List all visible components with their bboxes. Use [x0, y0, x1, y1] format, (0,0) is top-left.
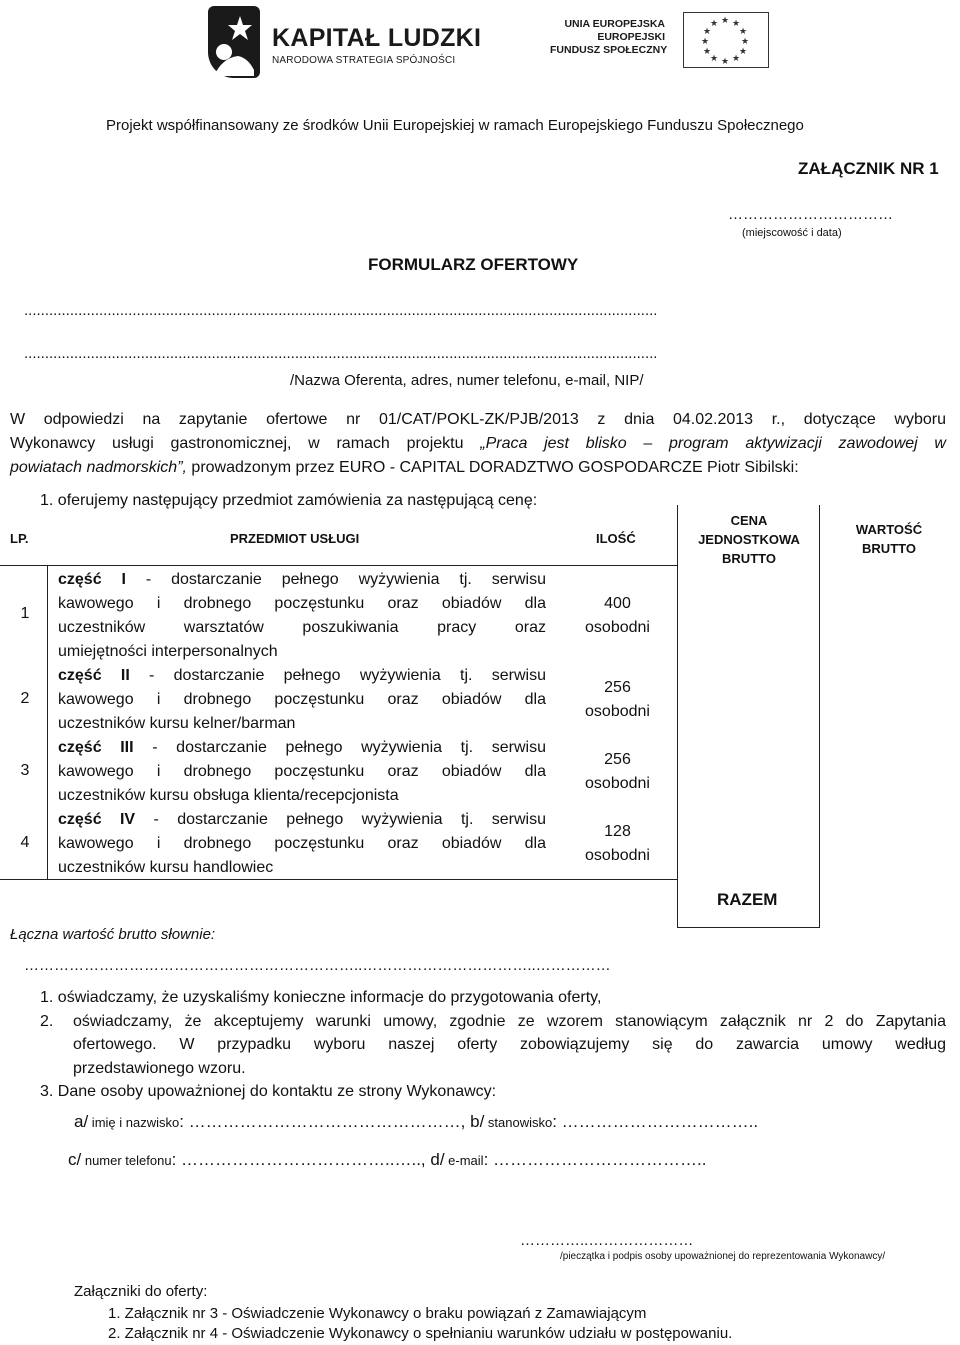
row-4-qty-unit: osobodni: [585, 847, 650, 864]
total-in-words-dots: …………………………………………………………..……………………………..……………: [24, 957, 611, 974]
row-1-line-1: [58, 568, 546, 592]
header-unit-price-1: CENA: [730, 513, 768, 528]
contact-a-label: imię i nazwisko: [88, 1115, 180, 1130]
row-4-description: [58, 808, 546, 880]
svg-text:★: ★: [709, 54, 719, 64]
row-2-lp: 2: [20, 690, 30, 707]
declaration-1: 1. oświadczamy, że uzyskaliśmy konieczne informacje do przygotowania oferty,: [40, 989, 602, 1006]
declarations: [40, 986, 946, 1104]
svg-text:★: ★: [702, 27, 712, 37]
contact-d-label: e-mail: [444, 1153, 484, 1168]
row-3-line-2: kawowego i drobnego poczęstunku oraz obiadów dla: [58, 763, 546, 780]
declaration-2: [40, 1010, 946, 1081]
attachments-title: Załączniki do oferty:: [74, 1283, 208, 1300]
row-2-description: [58, 664, 546, 736]
row-4-line-2: kawowego i drobnego poczęstunku oraz obiadów dla: [58, 835, 546, 852]
row-4-line-3: uczestników kursu handlowiec: [58, 859, 274, 876]
intro-paragraph: [10, 408, 946, 480]
row-4-lp: 4: [20, 834, 30, 851]
row-3-part: część III: [58, 739, 134, 756]
contact-c-dots: : ………………………………..….., d/: [171, 1150, 445, 1169]
table-grid-line: [819, 505, 820, 928]
total-in-words-label: Łączna wartość brutto słownie:: [10, 926, 216, 943]
row-2-quantity: [560, 676, 675, 724]
contact-b-dots: : ……………………………..: [552, 1112, 759, 1131]
header-unit-price: [680, 511, 818, 568]
row-1-qty-value: 400: [604, 595, 631, 612]
row-3-line-1: [58, 736, 546, 760]
row-1-lp: 1: [20, 605, 30, 622]
kapital-ludzki-title: KAPITAŁ LUDZKI: [272, 24, 482, 52]
header-lp: LP.: [10, 531, 29, 546]
row-1-part: część I: [58, 571, 126, 588]
row-4-line-1-text: - dostarczanie pełnego wyżywienia tj. serwisu: [135, 811, 547, 828]
declaration-2-line-2: ofertowego. W przypadku wyboru naszej oferty zobowiązujemy się do zawarcia umowy według: [73, 1036, 946, 1053]
header-total-value: [822, 520, 956, 558]
kapital-ludzki-subtitle: NARODOWA STRATEGIA SPÓJNOŚCI: [272, 55, 456, 66]
svg-text:★: ★: [731, 19, 741, 29]
offeror-label: /Nazwa Oferenta, adres, numer telefonu, e-mail, NIP/: [290, 372, 644, 389]
form-title: FORMULARZ OFERTOWY: [368, 255, 579, 274]
row-4-qty-value: 128: [604, 823, 631, 840]
row-3-qty-value: 256: [604, 751, 631, 768]
row-3-line-1-text: - dostarczanie pełnego wyżywienia tj. serwisu: [133, 739, 547, 756]
row-4-part: część IV: [58, 811, 136, 828]
eu-line-1: UNIA EUROPEJSKA: [564, 18, 665, 30]
attachment-2: 2. Załącznik nr 4 - Oświadczenie Wykonawcy o spełnianiu warunków udziału w postępowaniu.: [108, 1325, 733, 1342]
offeror-dots-line-2: ........................................................................................................................................................: [24, 345, 658, 362]
row-3-quantity: [560, 748, 675, 796]
intro-line-3-b: prowadzonym przez EURO - CAPITAL DORADZTWO GOSPODARCZE Piotr Sibilski:: [186, 459, 799, 476]
declaration-2-number: 2.: [40, 1012, 54, 1030]
eu-flag-icon: [683, 12, 769, 68]
contact-b-label: stanowisko: [484, 1115, 553, 1130]
row-2-qty-value: 256: [604, 679, 631, 696]
header-quantity: ILOŚĆ: [596, 531, 636, 546]
eu-line-3: FUNDUSZ SPOŁECZNY: [550, 44, 668, 56]
row-1-description: [58, 568, 546, 664]
intro-line-1: W odpowiedzi na zapytanie ofertowe nr 01/CAT/POKL-ZK/PJB/2013 z dnia 04.02.2013 r., dotyczące wyboru: [10, 411, 946, 428]
place-date-label: (miejscowość i data): [742, 227, 842, 239]
row-3-description: [58, 736, 546, 808]
contact-line-ab: [74, 1112, 758, 1132]
contact-a-dots: : …………………………………………, b/: [179, 1112, 485, 1131]
attachment-number: ZAŁĄCZNIK NR 1: [798, 159, 939, 178]
svg-text:★: ★: [700, 37, 710, 47]
place-date-dots: ……………………………: [728, 206, 893, 223]
table-grid-line: [677, 505, 678, 928]
row-2-line-1-text: - dostarczanie pełnego wyżywienia tj. serwisu: [129, 667, 546, 684]
svg-text:★: ★: [720, 16, 730, 26]
row-2-line-3: uczestników kursu kelner/barman: [58, 715, 296, 732]
kapital-ludzki-logo: [208, 6, 482, 78]
contact-line-cd: [68, 1150, 706, 1170]
contact-c-label: numer telefonu: [81, 1153, 172, 1168]
table-grid-line: [0, 565, 677, 566]
svg-text:★: ★: [709, 19, 719, 29]
header-total-value-1: WARTOŚĆ: [855, 522, 923, 537]
offeror-dots-line-1: ........................................................................................................................................................: [24, 302, 658, 319]
contact-c-prefix: c/: [68, 1150, 82, 1169]
eu-line-2: EUROPEJSKI: [597, 31, 665, 43]
declaration-3: 3. Dane osoby upoważnionej do kontaktu ze strony Wykonawcy:: [40, 1083, 497, 1100]
header-subject: PRZEDMIOT USŁUGI: [230, 531, 360, 546]
row-1-line-1-text: - dostarczanie pełnego wyżywienia tj. serwisu: [125, 571, 546, 588]
intro-line-3: [10, 456, 946, 480]
svg-text:★: ★: [731, 54, 741, 64]
total-label: RAZEM: [717, 890, 778, 909]
row-2-part: część II: [58, 667, 130, 684]
row-1-line-3: uczestników warsztatów poszukiwania pracy oraz: [58, 619, 546, 636]
kapital-ludzki-emblem-icon: [208, 6, 260, 78]
signature-dots: …………..…………………: [520, 1232, 694, 1249]
contact-d-dots: : ………………………………..: [483, 1150, 707, 1169]
row-1-quantity: [560, 592, 675, 640]
intro-line-2: [10, 432, 946, 456]
svg-text:★: ★: [702, 47, 712, 57]
svg-text:★: ★: [738, 27, 748, 37]
row-3-lp: 3: [20, 762, 30, 779]
row-3-qty-unit: osobodni: [585, 775, 650, 792]
eu-logo: [550, 12, 750, 70]
row-4-line-1: [58, 808, 546, 832]
row-2-qty-unit: osobodni: [585, 703, 650, 720]
cofinance-note: Projekt współfinansowany ze środków Unii Europejskiej w ramach Europejskiego Funduszu Społecznego: [106, 117, 804, 134]
row-2-line-2: kawowego i drobnego poczęstunku oraz obiadów dla: [58, 691, 546, 708]
svg-text:★: ★: [738, 47, 748, 57]
row-1-qty-unit: osobodni: [585, 619, 650, 636]
row-4-quantity: [560, 820, 675, 868]
project-name-end: powiatach nadmorskich”,: [10, 459, 187, 476]
row-1-line-2: kawowego i drobnego poczęstunku oraz obiadów dla: [58, 595, 546, 612]
signature-label: /pieczątka i podpis osoby upoważnionej do reprezentowania Wykonawcy/: [560, 1251, 886, 1262]
row-3-line-3: uczestników kursu obsługa klienta/recepcjonista: [58, 787, 399, 804]
attachment-1: 1. Załącznik nr 3 - Oświadczenie Wykonawcy o braku powiązań z Zamawiającym: [108, 1305, 647, 1322]
header-total-value-2: BRUTTO: [862, 541, 916, 556]
svg-text:★: ★: [720, 57, 730, 66]
header-unit-price-3: BRUTTO: [722, 551, 776, 566]
table-grid-line: [47, 565, 48, 880]
table-grid-line: [677, 927, 819, 928]
declaration-2-line-1: oświadczamy, że akceptujemy warunki umowy, zgodnie ze wzorem stanowiącym załącznik nr 2 do Zapytania: [73, 1012, 946, 1030]
header-unit-price-2: JEDNOSTKOWA: [698, 532, 800, 547]
project-name: „Praca jest blisko – program aktywizacji zawodowej w: [480, 435, 946, 452]
declaration-2-line-3: przedstawionego wzoru.: [73, 1059, 246, 1077]
row-2-line-1: [58, 664, 546, 688]
intro-line-2-a: Wykonawcy usługi gastronomicznej, w ramach projektu: [10, 435, 481, 452]
offer-item: 1. oferujemy następujący przedmiot zamówienia za następującą cenę:: [40, 492, 538, 509]
eu-logo-text: [550, 18, 668, 57]
svg-text:★: ★: [740, 37, 750, 47]
row-1-line-4: umiejętności interpersonalnych: [58, 643, 278, 660]
contact-a-prefix: a/: [74, 1112, 89, 1131]
